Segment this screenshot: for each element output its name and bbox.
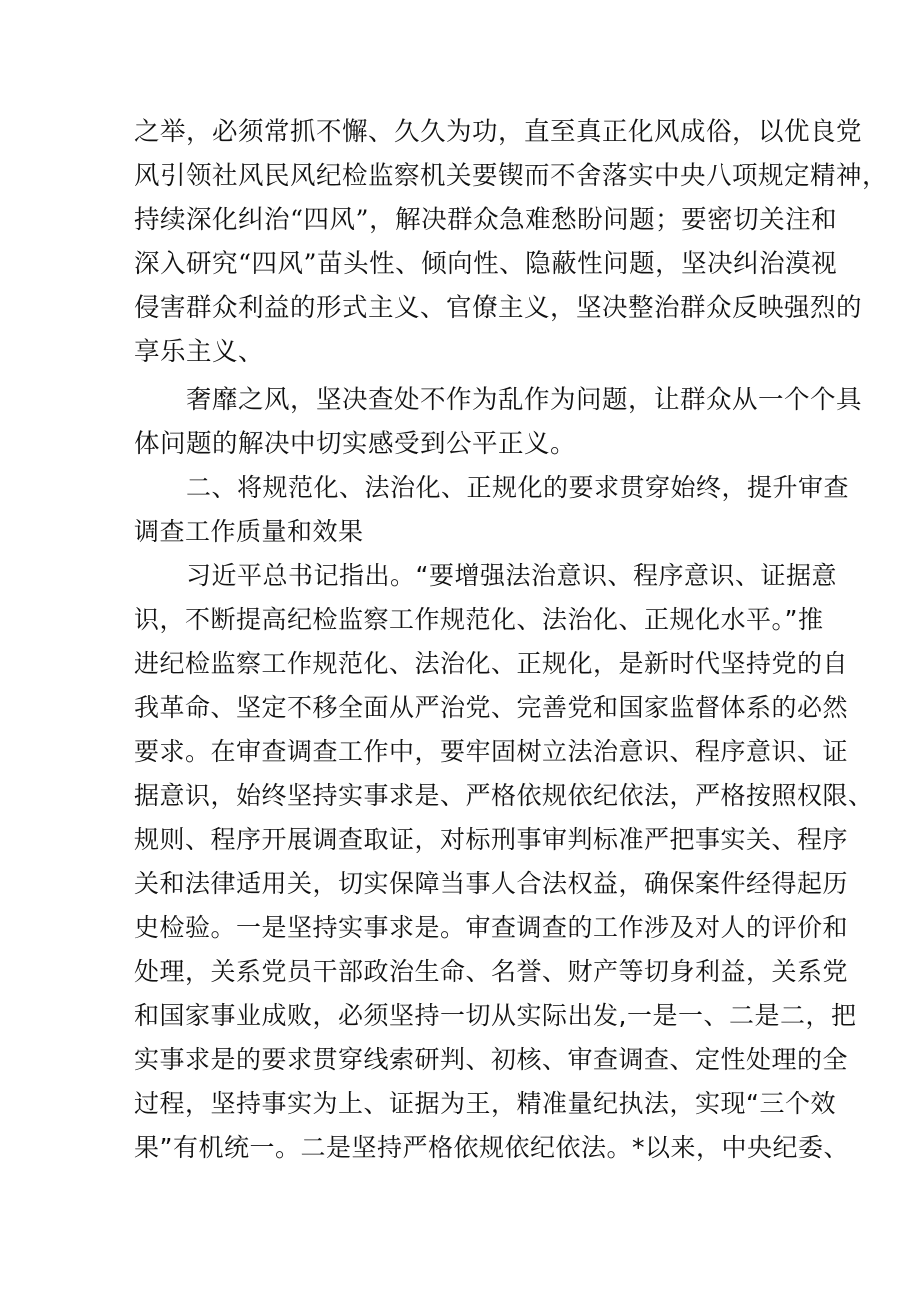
text-line: 处理，关系党员干部政治生命、名誉、财产等切身利益，关系党 [134,957,849,986]
paragraph-3 [134,554,874,1170]
text-line: 深入研究“四风”苗头性、倾向性、隐蔽性问题，坚决纠治漠视 [134,249,838,279]
heading-line: 调查工作质量和效果 [134,517,364,546]
text-line: 据意识，始终坚持实事求是、严格依规依纪依法，严格按照权限、 [134,781,874,810]
text-line: 我革命、坚定不移全面从严治党、完善党和国家监督体系的必然 [134,693,849,722]
document-body [134,110,889,1170]
text-line: 享乐主义、 [134,337,265,367]
text-line: 识，不断提高纪检监察工作规范化、法治化、正规化水平。”推 [134,605,824,634]
text-line: 侵害群众利益的形式主义、官僚主义，坚决整治群众反映强烈的 [134,293,863,323]
text-line: 果”有机统一。二是坚持严格依规依纪依法。*以来，中央纪委、 [134,1133,849,1162]
text-line: 规则、程序开展调查取证，对标刑事审判标准严把事实关、程序 [134,825,849,854]
paragraph-2 [134,378,863,466]
text-line: 史检验。一是坚持实事求是。审查调查的工作涉及对人的评价和 [134,913,849,942]
text-line: 风引领社风民风纪检监察机关要锲而不舍落实中央八项规定精神， [134,161,889,191]
text-line: 过程，坚持事实为上、证据为王，精准量纪执法，实现“三个效 [134,1089,836,1118]
paragraph-1 [134,110,889,374]
text-line: 奢靡之风，坚决查处不作为乱作为问题，让群众从一个个具 [186,385,863,415]
text-line: 进纪检监察工作规范化、法治化、正规化，是新时代坚持党的自 [134,649,849,678]
text-line: 实事求是的要求贯穿线索研判、初核、审查调查、定性处理的全 [134,1045,849,1074]
text-line: 体问题的解决中切实感受到公平正义。 [134,429,577,459]
text-line: 关和法律适用关，切实保障当事人合法权益，确保案件经得起历 [134,869,849,898]
section-heading [134,466,850,554]
text-line: 之举，必须常抓不懈、久久为功，直至真正化风成俗，以优良党 [134,117,863,147]
text-line: 持续深化纠治“四风”，解决群众急难愁盼问题；要密切关注和 [134,205,838,235]
text-line: 要求。在审查调查工作中，要牢固树立法治意识、程序意识、证 [134,737,849,766]
heading-line: 二、将规范化、法治化、正规化的要求贯穿始终，提升审查 [186,473,850,502]
text-line: 和国家事业成败，必须坚持一切从实际出发,一是一、二是二，把 [134,1001,857,1030]
text-line: 习近平总书记指出。“要增强法治意识、程序意识、证据意 [186,561,837,590]
